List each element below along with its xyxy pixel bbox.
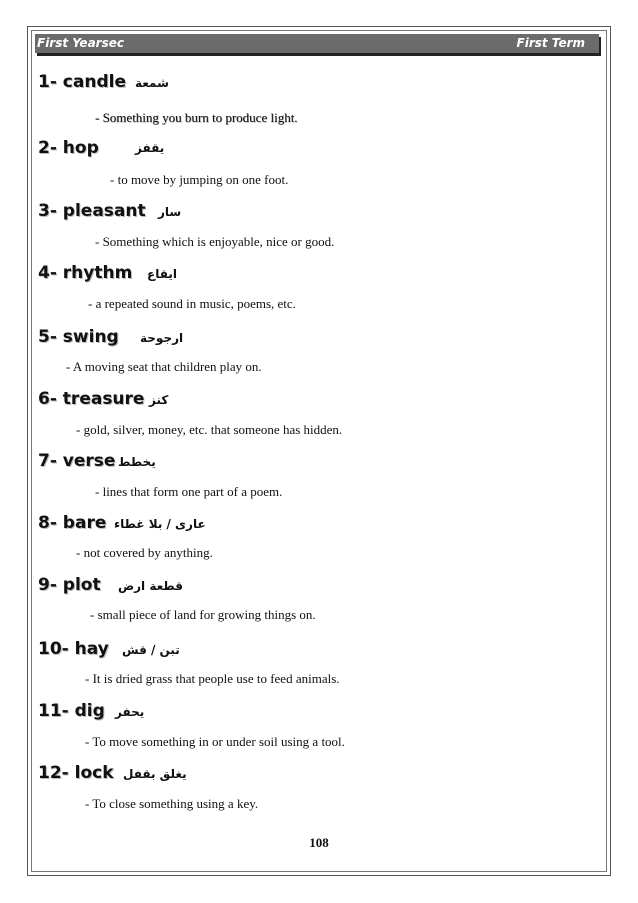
vocab-word: 6- treasure — [38, 389, 145, 409]
vocab-word: 7- verse — [38, 451, 116, 471]
vocab-word: 4- rhythm — [38, 263, 133, 283]
arabic-translation: يحفر — [115, 705, 145, 719]
arabic-translation: يخطط — [118, 455, 156, 469]
definition: - It is dried grass that people use to feed animals. — [85, 671, 340, 686]
arabic-translation: يقفز — [135, 141, 165, 155]
definition: - A moving seat that children play on. — [66, 359, 262, 374]
vocab-word: 8- bare — [38, 513, 107, 533]
vocab-word: 1- candle — [38, 72, 126, 92]
definition: - Something you burn to produce light. — [95, 110, 298, 125]
definition: - a repeated sound in music, poems, etc. — [88, 296, 296, 311]
arabic-translation: عارى / بلا غطاء — [114, 517, 206, 531]
definition: - to move by jumping on one foot. — [110, 172, 289, 187]
arabic-translation: سار — [158, 205, 182, 219]
definition: - small piece of land for growing things on. — [90, 607, 316, 622]
vocab-word: 9- plot — [38, 575, 101, 595]
header-right-text: First Term — [516, 36, 585, 50]
vocab-word: 2- hop — [38, 138, 99, 158]
arabic-translation: تبن / قش — [122, 643, 180, 657]
vocab-word: 11- dig — [38, 701, 105, 721]
header-bar — [35, 34, 599, 53]
definition: - not covered by anything. — [76, 545, 213, 560]
arabic-translation: ارجوحة — [140, 331, 184, 345]
page-number: 108 — [309, 835, 329, 850]
arabic-translation: ايقاع — [147, 267, 177, 281]
definition: - To close something using a key. — [85, 796, 259, 811]
arabic-translation: شمعة — [135, 76, 169, 90]
vocab-word: 10- hay — [38, 639, 109, 659]
vocab-word: 3- pleasant — [38, 201, 146, 221]
definition: - To move something in or under soil using a tool. — [85, 734, 345, 749]
definition: - lines that form one part of a poem. — [95, 484, 283, 499]
arabic-translation: قطعة ارض — [118, 579, 183, 593]
vocab-word: 12- lock — [38, 763, 114, 783]
arabic-translation: كنز — [149, 393, 169, 407]
definition: - Something which is enjoyable, nice or good. — [95, 234, 335, 249]
vocab-word: 5- swing — [38, 327, 119, 347]
arabic-translation: يغلق بقفل — [123, 767, 187, 781]
header-left-text: First Yearsec — [37, 36, 124, 50]
definition: - gold, silver, money, etc. that someone has hidden. — [76, 422, 343, 437]
